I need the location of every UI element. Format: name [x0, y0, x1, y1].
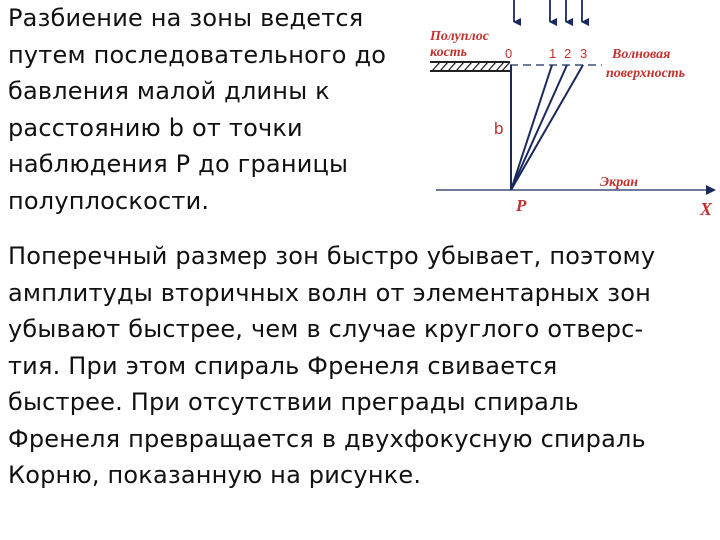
intro-paragraph [8, 0, 418, 219]
text-line: путем последовательного до [8, 40, 387, 69]
wave-surface-label: Волновая [612, 47, 671, 62]
half-plane-label: Полуплос [430, 29, 489, 44]
incident-wave-arrows [514, 0, 582, 22]
zone-rays [511, 65, 583, 190]
text-line: Разбиение на зоны ведется [8, 4, 364, 32]
half-plane-label: кость [430, 45, 468, 60]
fresnel-zone-diagram [420, 0, 720, 225]
text-line: амплитуды вторичных волн от элементарных зон [8, 278, 652, 307]
wave-surface-label: поверхность [606, 66, 686, 81]
screen-label: Экран [600, 175, 638, 190]
zone-number: 3 [580, 46, 588, 61]
axis-label: X [700, 199, 713, 219]
text-line: Френеля превращается в двухфокусную спираль [8, 424, 646, 453]
text-line: Корню, показанную на рисунке. [8, 461, 422, 489]
half-plane [430, 62, 510, 71]
text-line: убывают быстрее, чем в случае круглого отверс- [8, 315, 644, 343]
text-line: расстоянию b от точки [8, 113, 303, 142]
text-line: быстрее. При отсутствии преграды спираль [8, 388, 579, 416]
text-line: Поперечный размер зон быстро убывает, поэтому [8, 242, 656, 270]
distance-label: b [494, 119, 504, 138]
text-line: бавления малой длины к [8, 77, 330, 105]
main-paragraph [8, 238, 714, 494]
zone-number: 1 [549, 46, 557, 61]
zone-number: 2 [564, 46, 572, 61]
text-line: тия. При этом спираль Френеля свивается [8, 351, 558, 380]
text-line: полуплоскости. [8, 186, 210, 215]
text-line: наблюдения P до границы [8, 150, 349, 178]
screen-axis [436, 185, 716, 195]
point-label: P [516, 196, 527, 215]
zone-number: 0 [505, 46, 513, 61]
